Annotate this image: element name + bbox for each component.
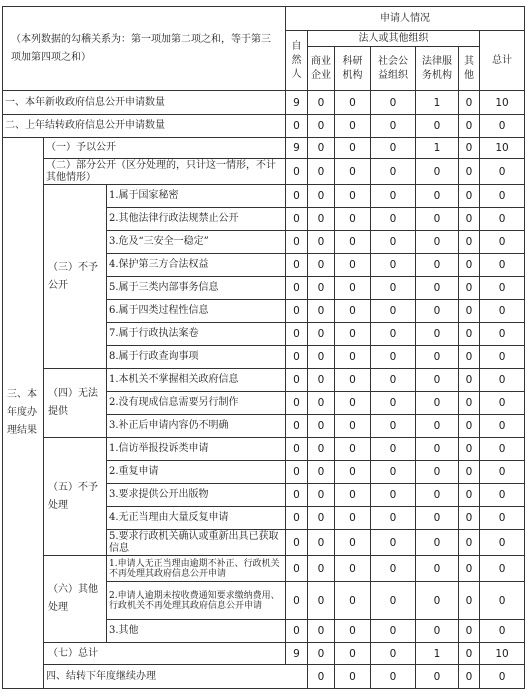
cell: 0 — [371, 438, 416, 461]
cell: 0 — [308, 208, 335, 231]
cell: 0 — [335, 643, 371, 665]
cell: 0 — [335, 277, 371, 300]
cell: 0 — [371, 254, 416, 277]
cell: 0 — [308, 438, 335, 461]
section-3-label-text: 三、本年度办理结果 — [7, 389, 37, 436]
cell: 0 — [480, 507, 525, 530]
cell: 0 — [286, 620, 308, 643]
cell: 0 — [371, 507, 416, 530]
cell: 0 — [416, 461, 459, 484]
header-research — [335, 47, 371, 91]
group-5-label — [44, 438, 107, 556]
cell: 0 — [286, 484, 308, 507]
cell: 0 — [459, 254, 480, 277]
cell: 0 — [308, 185, 335, 208]
cell: 0 — [416, 392, 459, 415]
cell: 0 — [335, 346, 371, 369]
cell: 0 — [416, 323, 459, 346]
cell: 0 — [286, 415, 308, 438]
cell: 0 — [480, 254, 525, 277]
header-note: （本列数据的勾稽关系为：第一项加第二项之和，等于第三项加第四项之和） — [3, 7, 286, 91]
cell: 0 — [480, 208, 525, 231]
cell: 0 — [416, 277, 459, 300]
cell: 0 — [371, 369, 416, 392]
group-6-label-text: （六）其他处理 — [48, 584, 98, 613]
cell: 0 — [286, 582, 308, 620]
cell: 0 — [459, 461, 480, 484]
cell: 0 — [480, 620, 525, 643]
header-social-welfare — [371, 47, 416, 91]
cell: 9 — [286, 138, 308, 159]
row-label: 2.重复申请 — [107, 461, 286, 484]
cell: 0 — [308, 369, 335, 392]
cell: 0 — [371, 643, 416, 665]
cell: 0 — [335, 620, 371, 643]
cell: 0 — [371, 620, 416, 643]
row-label: 3.其他 — [107, 620, 286, 643]
cell: 0 — [371, 582, 416, 620]
row-label: 1.信访举报投诉类申请 — [107, 438, 286, 461]
cell: 0 — [416, 507, 459, 530]
cell: 0 — [308, 461, 335, 484]
cell: 0 — [286, 438, 308, 461]
cell: 0 — [286, 300, 308, 323]
cell: 0 — [308, 115, 335, 138]
cell: 0 — [480, 582, 525, 620]
cell: 0 — [286, 185, 308, 208]
cell: 0 — [308, 254, 335, 277]
cell: 0 — [371, 415, 416, 438]
header-social-welfare-label: 社会公益组织 — [378, 55, 408, 81]
cell: 0 — [416, 369, 459, 392]
cell: 0 — [335, 231, 371, 254]
table-row — [3, 643, 525, 665]
cell: 0 — [286, 254, 308, 277]
table-row — [3, 138, 525, 159]
cell: 0 — [480, 556, 525, 582]
cell: 0 — [480, 115, 525, 138]
row-label: （二）部分公开（区分处理的，只计这一情形，不计其他情形） — [44, 159, 286, 185]
header-other — [459, 47, 480, 91]
header-legal-and-other: 法人或其他组织 — [308, 31, 480, 47]
cell: 0 — [371, 208, 416, 231]
cell: 0 — [459, 231, 480, 254]
group-3-label-text: （三）不予公开 — [48, 261, 98, 291]
cell: 9 — [286, 91, 308, 115]
cell: 0 — [371, 665, 416, 689]
header-commercial-label: 商业企业 — [311, 55, 331, 81]
header-legal-service — [416, 47, 459, 91]
row-label: 2.没有现成信息需要另行制作 — [107, 392, 286, 415]
cell: 0 — [480, 484, 525, 507]
cell: 0 — [371, 392, 416, 415]
cell: 0 — [286, 323, 308, 346]
cell: 0 — [416, 115, 459, 138]
cell: 0 — [335, 254, 371, 277]
cell: 0 — [416, 346, 459, 369]
cell: 0 — [335, 507, 371, 530]
cell: 0 — [480, 323, 525, 346]
cell: 0 — [416, 556, 459, 582]
cell: 0 — [308, 277, 335, 300]
cell: 0 — [286, 346, 308, 369]
cell: 0 — [459, 91, 480, 115]
cell: 1 — [416, 643, 459, 665]
cell: 0 — [416, 620, 459, 643]
cell: 0 — [416, 159, 459, 185]
cell: 0 — [286, 231, 308, 254]
cell: 0 — [308, 507, 335, 530]
row-label: 2.其他法律行政法规禁止公开 — [107, 208, 286, 231]
cell: 0 — [335, 185, 371, 208]
cell: 0 — [335, 415, 371, 438]
row-label: 7.属于行政执法案卷 — [107, 323, 286, 346]
cell: 0 — [480, 159, 525, 185]
cell: 0 — [286, 159, 308, 185]
cell: 0 — [286, 208, 308, 231]
cell: 0 — [308, 392, 335, 415]
cell: 0 — [416, 665, 459, 689]
cell: 0 — [308, 620, 335, 643]
cell: 0 — [335, 665, 371, 689]
cell: 0 — [459, 300, 480, 323]
cell: 0 — [286, 115, 308, 138]
cell: 0 — [371, 300, 416, 323]
group-4-label-text: （四）无法提供 — [48, 388, 98, 417]
cell: 0 — [480, 461, 525, 484]
cell: 0 — [459, 185, 480, 208]
cell: 0 — [459, 415, 480, 438]
table-row — [3, 159, 525, 185]
row-label: 6.属于四类过程性信息 — [107, 300, 286, 323]
row-label: 5.属于三类内部事务信息 — [107, 277, 286, 300]
cell: 1 — [416, 138, 459, 159]
row-label: 3.要求提供公开出版物 — [107, 484, 286, 507]
cell: 0 — [335, 91, 371, 115]
header-other-label: 其他 — [464, 55, 474, 81]
cell: 0 — [459, 643, 480, 665]
cell: 0 — [371, 138, 416, 159]
cell: 0 — [371, 185, 416, 208]
cell: 0 — [308, 665, 335, 689]
cell: 0 — [416, 484, 459, 507]
cell: 9 — [286, 643, 308, 665]
cell: 0 — [335, 461, 371, 484]
cell: 0 — [459, 369, 480, 392]
cell: 0 — [459, 530, 480, 556]
row-label: 3.补正后申请内容仍不明确 — [107, 415, 286, 438]
cell: 0 — [459, 507, 480, 530]
cell: 0 — [416, 415, 459, 438]
cell: 0 — [286, 530, 308, 556]
header-total: 总计 — [480, 31, 525, 91]
cell: 0 — [459, 484, 480, 507]
cell: 0 — [335, 392, 371, 415]
table-row — [3, 185, 525, 208]
cell: 0 — [308, 556, 335, 582]
cell: 0 — [371, 484, 416, 507]
cell: 0 — [286, 277, 308, 300]
row-label: 5.要求行政机关确认或重新出具已获取信息 — [107, 530, 286, 556]
cell: 0 — [480, 346, 525, 369]
row-label: 1.本机关不掌握相关政府信息 — [107, 369, 286, 392]
cell: 0 — [416, 582, 459, 620]
cell: 0 — [335, 300, 371, 323]
cell: 0 — [480, 530, 525, 556]
cell: 0 — [459, 438, 480, 461]
table-row — [3, 91, 525, 115]
row-label: 1.申请人无正当理由逾期不补正、行政机关不再处理其政府信息公开申请 — [107, 556, 286, 582]
cell: 0 — [480, 415, 525, 438]
cell: 0 — [308, 530, 335, 556]
cell: 0 — [371, 91, 416, 115]
header-legal-service-label: 法律服务机构 — [422, 55, 452, 81]
cell: 0 — [459, 620, 480, 643]
cell: 10 — [480, 138, 525, 159]
cell: 0 — [286, 556, 308, 582]
cell: 10 — [480, 91, 525, 115]
cell: 0 — [416, 185, 459, 208]
cell: 0 — [308, 300, 335, 323]
cell: 0 — [335, 115, 371, 138]
cell: 0 — [459, 159, 480, 185]
table-row — [3, 556, 525, 582]
group-5-label-text: （五）不予处理 — [48, 481, 98, 511]
cell: 0 — [416, 231, 459, 254]
gov-info-disclosure-table — [2, 6, 525, 689]
cell: 0 — [480, 300, 525, 323]
row-label: 4.无正当理由大量反复申请 — [107, 507, 286, 530]
cell: 0 — [286, 507, 308, 530]
row-label: 1.属于国家秘密 — [107, 185, 286, 208]
cell: 0 — [335, 438, 371, 461]
header-natural-person-label: 自然人 — [291, 40, 302, 80]
cell: 0 — [371, 115, 416, 138]
cell: 0 — [335, 582, 371, 620]
row-label: 一、本年新收政府信息公开申请数量 — [3, 91, 286, 115]
cell: 0 — [335, 369, 371, 392]
cell: 0 — [335, 138, 371, 159]
cell: 0 — [459, 346, 480, 369]
cell: 0 — [308, 323, 335, 346]
cell: 0 — [308, 138, 335, 159]
cell: 0 — [459, 115, 480, 138]
cell: 0 — [416, 208, 459, 231]
cell: 0 — [371, 323, 416, 346]
cell: 0 — [416, 300, 459, 323]
header-commercial — [308, 47, 335, 91]
header-applicant-situation: 申请人情况 — [286, 7, 525, 31]
cell: 0 — [371, 530, 416, 556]
row-label: 3.危及“三安全一稳定” — [107, 231, 286, 254]
row-label: 8.属于行政查询事项 — [107, 346, 286, 369]
cell: 0 — [459, 277, 480, 300]
cell: 0 — [480, 392, 525, 415]
cell: 0 — [286, 392, 308, 415]
cell: 0 — [308, 159, 335, 185]
cell: 0 — [480, 231, 525, 254]
group-4-label — [44, 369, 107, 438]
cell: 0 — [371, 159, 416, 185]
row-label: 2.申请人逾期未按收费通知要求缴纳费用、行政机关不再处理其政府信息公开申请 — [107, 582, 286, 620]
cell: 0 — [459, 665, 480, 689]
cell: 0 — [286, 369, 308, 392]
table-row — [3, 369, 525, 392]
cell: 0 — [308, 484, 335, 507]
cell: 10 — [480, 643, 525, 665]
cell: 0 — [335, 556, 371, 582]
cell: 0 — [308, 415, 335, 438]
table-row — [3, 438, 525, 461]
cell: 0 — [308, 231, 335, 254]
row-label: （一）予以公开 — [44, 138, 286, 159]
cell: 0 — [371, 461, 416, 484]
cell: 0 — [480, 438, 525, 461]
cell: 0 — [308, 582, 335, 620]
cell: 0 — [480, 369, 525, 392]
table-row — [3, 115, 525, 138]
row-label: （七）总计 — [44, 643, 286, 665]
row-label: 4.保护第三方合法权益 — [107, 254, 286, 277]
cell: 0 — [335, 323, 371, 346]
header-natural-person — [286, 31, 308, 91]
row-label: 四、结转下年度继续办理 — [44, 665, 308, 689]
cell: 0 — [371, 556, 416, 582]
cell: 0 — [335, 484, 371, 507]
cell: 0 — [459, 392, 480, 415]
cell: 0 — [459, 582, 480, 620]
row-label: 二、上年结转政府信息公开申请数量 — [3, 115, 286, 138]
group-3-label — [44, 185, 107, 369]
cell: 0 — [459, 208, 480, 231]
cell: 0 — [335, 208, 371, 231]
cell: 0 — [286, 461, 308, 484]
cell: 0 — [308, 346, 335, 369]
cell: 0 — [416, 438, 459, 461]
cell: 0 — [335, 159, 371, 185]
cell: 0 — [335, 530, 371, 556]
cell: 0 — [308, 643, 335, 665]
cell: 0 — [371, 346, 416, 369]
group-6-label — [44, 556, 107, 643]
cell: 0 — [459, 323, 480, 346]
cell: 0 — [459, 138, 480, 159]
section-3-label — [3, 138, 44, 689]
table-row — [3, 665, 525, 689]
cell: 0 — [416, 530, 459, 556]
cell: 1 — [416, 91, 459, 115]
cell: 0 — [308, 91, 335, 115]
cell: 0 — [416, 254, 459, 277]
cell: 0 — [459, 556, 480, 582]
cell: 0 — [371, 277, 416, 300]
cell: 0 — [480, 185, 525, 208]
cell: 0 — [371, 231, 416, 254]
header-research-label: 科研机构 — [342, 55, 363, 81]
cell: 0 — [480, 277, 525, 300]
cell: 0 — [480, 665, 525, 689]
